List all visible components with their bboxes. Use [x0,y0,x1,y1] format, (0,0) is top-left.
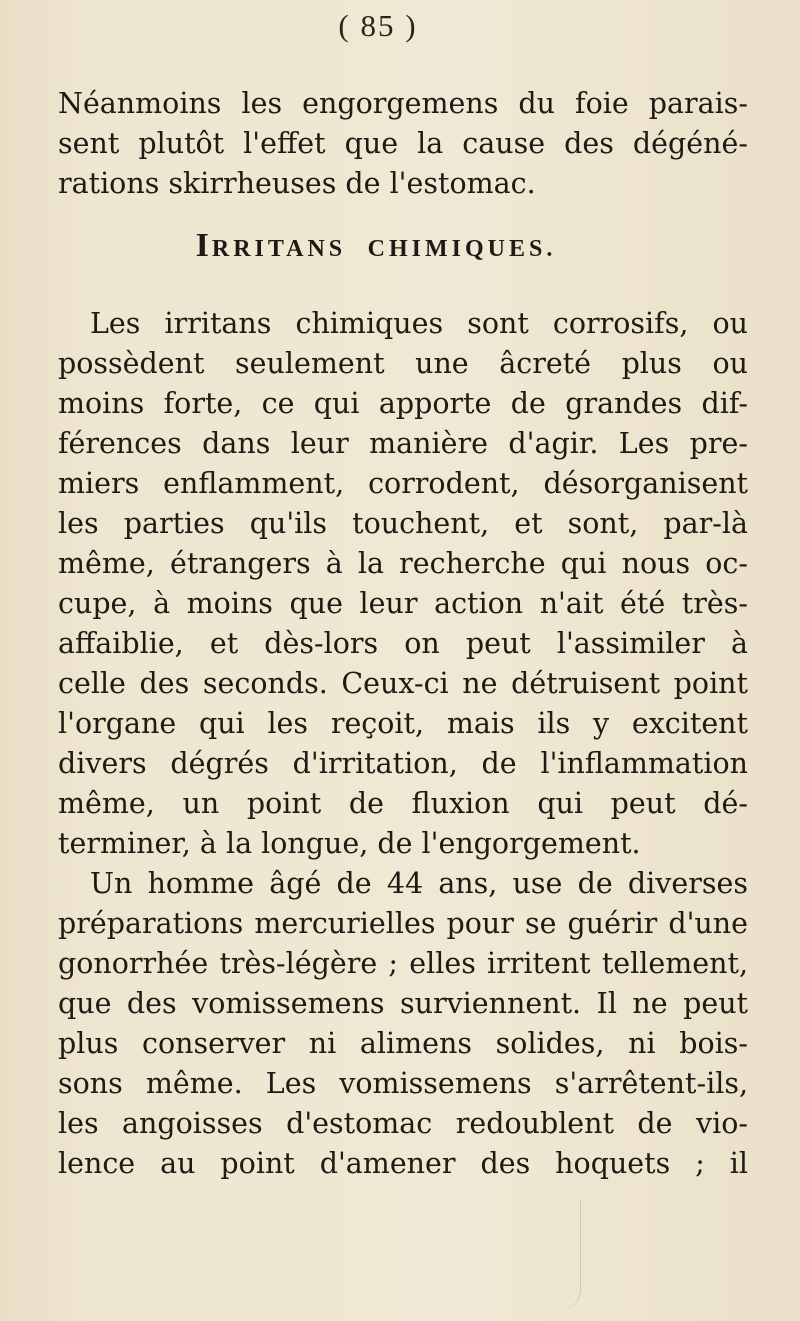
text-line: miers enflamment, corrodent, désorganisent [58,467,748,500]
text-line: même, un point de fluxion qui peut dé- [58,787,748,820]
text-line: gonorrhée très-légère ; elles irritent tellement, [58,947,748,980]
text-line: férences dans leur manière d'agir. Les pre- [58,427,748,460]
text-line: les parties qu'ils touchent, et sont, par-là [58,507,748,540]
text-line: que des vomissemens surviennent. Il ne peut [58,987,748,1020]
text-line: Néanmoins les engorgemens du foie parais- [58,87,748,120]
paper-stain [540,1200,581,1310]
text-line: possèdent seulement une âcreté plus ou [58,347,748,380]
heading-rest: RRITANS [211,236,347,262]
page-number: ( 85 ) [338,8,418,43]
text-line: même, étrangers à la recherche qui nous oc- [58,547,748,580]
heading-initial: I [195,227,212,264]
text-line: les angoisses d'estomac redoublent de vio- [58,1107,748,1140]
text-line: sent plutôt l'effet que la cause des dégéné- [58,127,748,160]
text-line: terminer, à la longue, de l'engorgement. [58,827,641,860]
text-line: lence au point d'amener des hoquets ; il [58,1147,748,1180]
text-line: cupe, à moins que leur action n'ait été très- [58,587,748,620]
text-line: celle des seconds. Ceux-ci ne détruisent point [58,667,748,700]
text-line: préparations mercurielles pour se guérir d'une [58,907,748,940]
text-line: Les irritans chimiques sont corrosifs, ou [90,307,748,340]
paragraph-2 [58,304,748,1184]
text-line: plus conserver ni alimens solides, ni bois- [58,1027,748,1060]
text-line: Un homme âgé de 44 ans, use de diverses [90,867,748,900]
text-line: divers dégrés d'irritation, de l'inflammation [58,747,748,780]
text-line: moins forte, ce qui apporte de grandes dif- [58,387,748,420]
text-line: sons même. Les vomissemens s'arrêtent-ils, [58,1067,748,1100]
text-line: rations skirrheuses de l'estomac. [58,167,536,200]
paragraph-1 [58,84,748,204]
text-line: l'organe qui les reçoit, mais ils y excitent [58,707,748,740]
section-heading [96,227,656,265]
text-line: affaiblie, et dès-lors on peut l'assimiler à [58,627,748,660]
heading-second-word: CHIMIQUES. [367,236,557,262]
